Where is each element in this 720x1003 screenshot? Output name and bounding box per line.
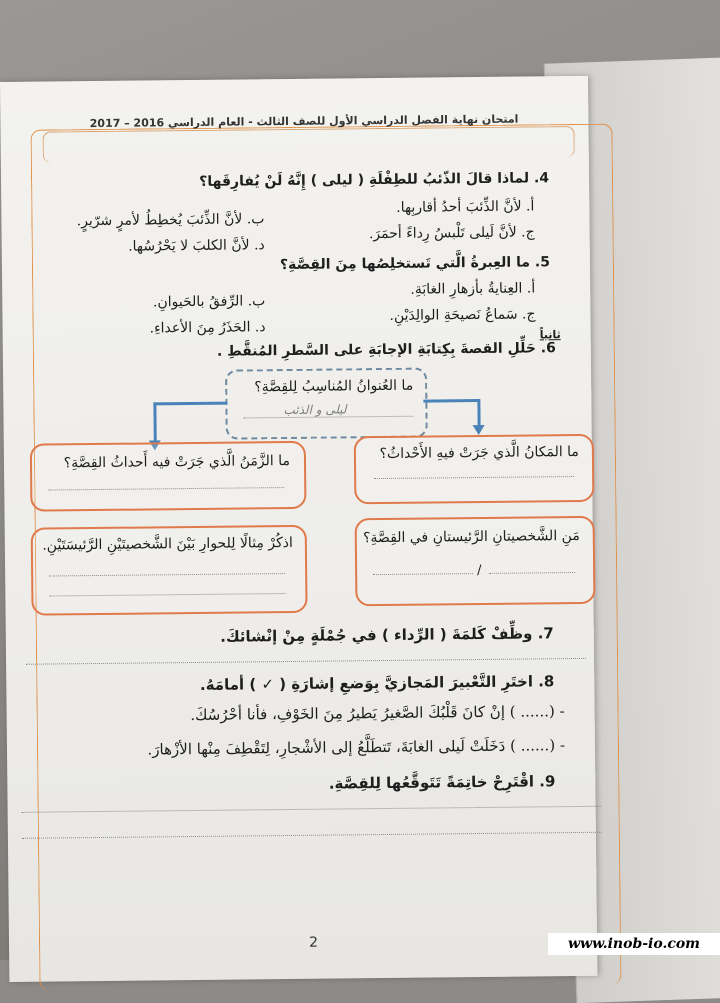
dialogue-question: اذكُرْ مِثالًا لِلحوارِ بَيْنَ الشَّخصيتَيْنِ الرَّئيسَتَيْنِ. — [42, 534, 293, 554]
q4-question: 4. لماذا قالَ الذّئبُ للطِفْلَةِ ( ليلى ) إِنَّهُ لَنْ يُفارِقَها؟ — [199, 170, 550, 190]
q9-question: 9. اقْتَرِحْ خاتِمَةً تَتَوقَّعُها لِلقِصَّةِ. — [328, 772, 556, 793]
q4-option-d: د. لأنَّ الكلبَ لا يَحْرُسُها. — [128, 237, 265, 255]
characters-slash: / — [477, 562, 482, 579]
exam-title: امتحان نهاية الفصل الدراسي الأول للصف الثالث - العام الدراسي 2016 – 2017 — [89, 112, 519, 131]
q8-item-2: - (...... ) دَخَلَتْ لَيلى الغابَةَ، تَتطَلَّعُ إلى الأشْجارِ، لِتَقْطِفَ مِنْها الأزْهارَ. — [147, 736, 566, 759]
q4-option-c: ج. لأنَّ لَيلى تَلْبسُ رِداءً أحمَرَ. — [368, 224, 535, 243]
characters-question: مَنِ الشَّخصيتانِ الرَّئيستانِ في القِصَّةِ؟ — [362, 527, 580, 547]
arrow-left-vertical — [153, 402, 156, 442]
place-question: ما المَكانُ الَّذي جَرَتْ فيهِ الأَحْداثُ؟ — [379, 443, 579, 463]
q4-option-a: أ. لأنَّ الذِّئبَ أحدُ أقاربِها. — [396, 198, 535, 216]
header-box — [43, 126, 575, 163]
q8-item-1: - (...... ) إنْ كانَ قَلْبُكَ الصَّغيرُ يَطيرُ مِنَ الخَوْفِ، فأنا أحْرُسُكَ. — [190, 702, 565, 725]
q7-question: 7. وظِّفْ كَلمَةَ ( الرِّداء ) في جُمْلَةٍ مِنْ إنْشائكَ. — [220, 624, 554, 646]
q5-option-a: أ. العِنايةُ بأزهارِ الغابَةِ. — [410, 280, 536, 298]
q4-option-b: ب. لأنَّ الذِّئبَ يُخطِطُ لأمرٍ شرّيرٍ. — [76, 211, 265, 230]
watermark: www.inob-io.com — [548, 933, 720, 955]
page-number: 2 — [308, 934, 319, 951]
arrow-right-horizontal — [423, 399, 479, 403]
time-box — [30, 441, 307, 512]
title-box-question: ما العُنوانُ المُناسِبُ لِلقِصَّةِ؟ — [254, 377, 414, 396]
q5-option-c: ج. سَماعُ نَصيحَةِ الوالِدَيْنِ. — [389, 306, 536, 324]
q6-question: 6. حَلِّلِ القصةَ بِكِتابَةِ الإجابَةِ على السَّطرِ المُنقَّطِ . — [216, 340, 556, 360]
arrow-right-vertical — [477, 399, 480, 427]
exam-page — [0, 76, 597, 982]
q8-question: 8. اختَرِ التَّعْبيرَ المَجازيَّ بِوَضعِ إشارَةِ ( ✓ ) أمامَهُ. — [199, 672, 555, 694]
section-label: ثانياً — [539, 328, 561, 342]
arrow-right-head — [473, 425, 485, 435]
q5-question: 5. ما العِبرةُ الَّتي تَستخلِصُها مِنَ القِصَّةِ؟ — [279, 254, 551, 274]
q5-option-b: ب. الرِّفقُ بالحَيوانِ. — [152, 293, 266, 311]
title-handwriting: ليلى و الذئب — [283, 402, 347, 418]
q5-option-d: د. الحَذَرُ مِنَ الأعداءِ. — [149, 319, 266, 337]
time-question: ما الزَّمَنُ الَّذي جَرَتْ فيه أَحداثُ القِصَّةِ؟ — [63, 452, 291, 472]
